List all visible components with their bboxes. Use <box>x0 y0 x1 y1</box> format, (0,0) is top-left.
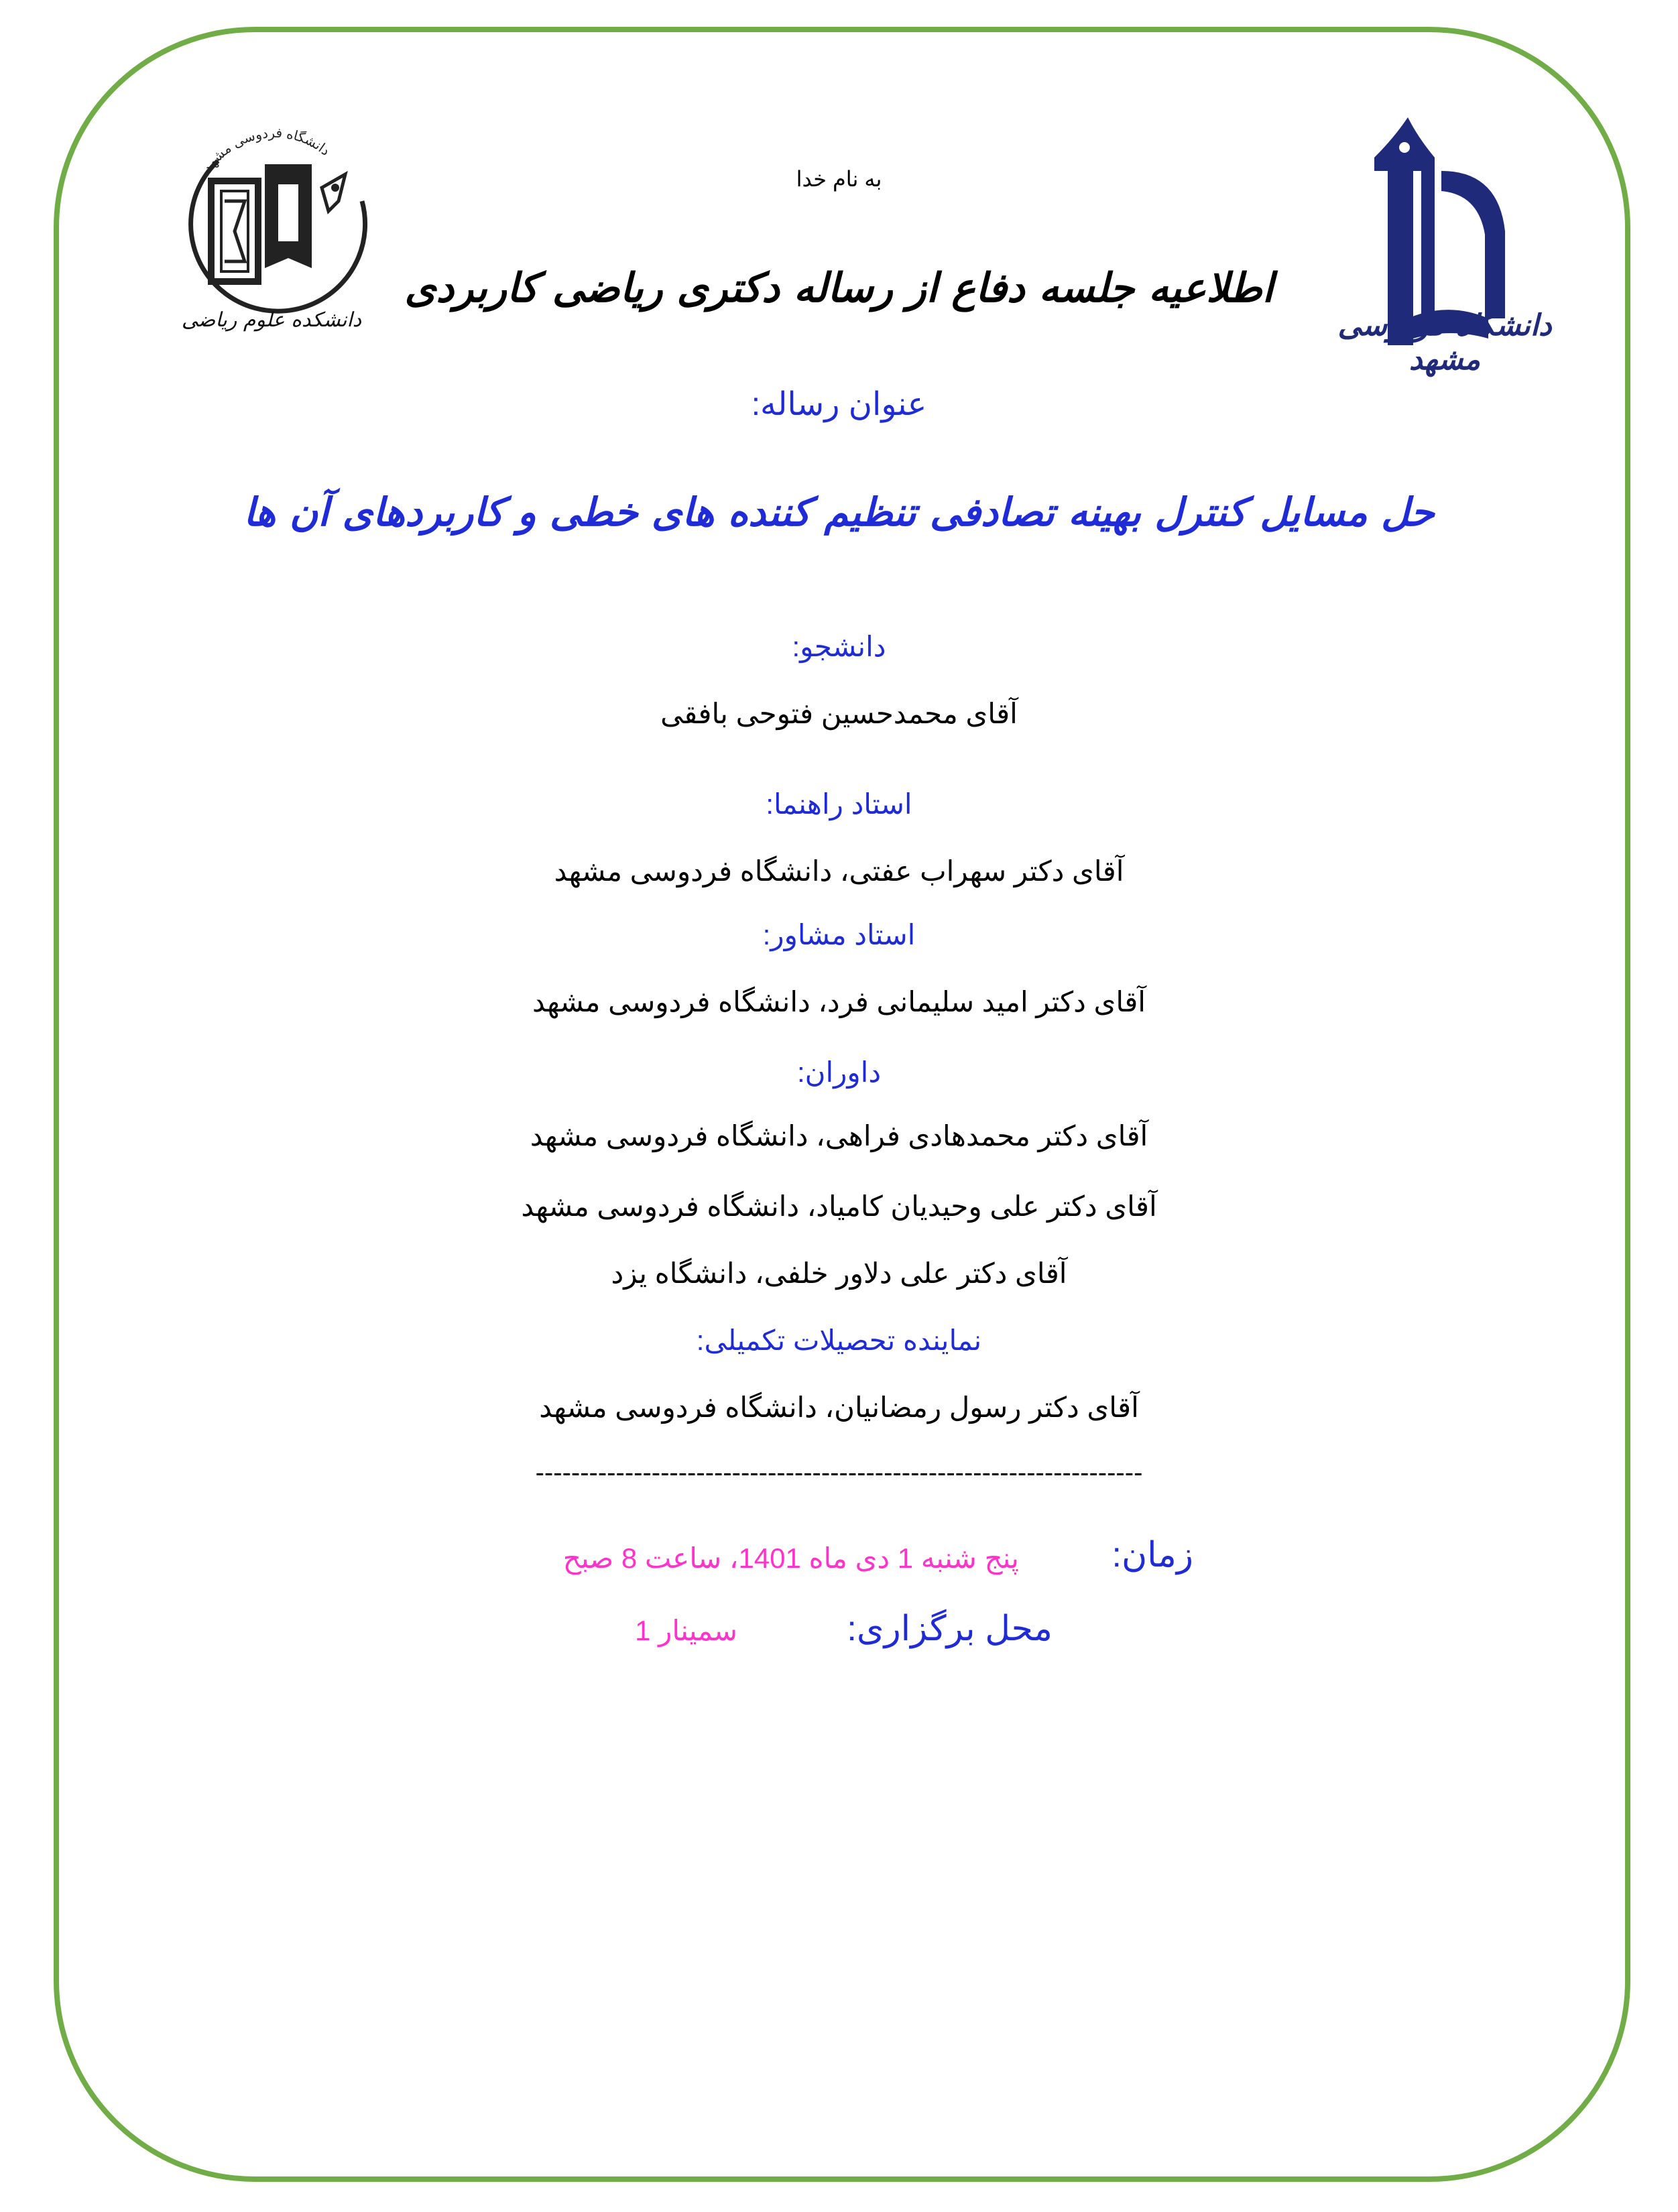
time-value: پنج شنبه 1 دی ماه 1401، ساعت 8 صبح <box>562 1542 1019 1574</box>
supervisor-name: آقای دکتر سهراب عفتی، دانشگاه فردوسی مشهد <box>554 855 1124 887</box>
thesis-title-label: عنوان رساله: <box>751 387 927 422</box>
student-name: آقای محمدحسین فتوحی بافقی <box>660 698 1018 729</box>
referee-name: آقای دکتر محمدهادی فراهی، دانشگاه فردوسی مشهد <box>530 1120 1148 1152</box>
student-label: دانشجو: <box>792 631 886 662</box>
advisor-label: استاد مشاور: <box>762 919 916 950</box>
advisor-name: آقای دکتر امید سلیمانی فرد، دانشگاه فردوسی مشهد <box>532 986 1146 1018</box>
basmala-text: به نام خدا <box>796 167 882 191</box>
university-logo <box>1334 97 1555 377</box>
referees-label: داوران: <box>796 1056 882 1088</box>
graduate-rep-name: آقای دکتر رسول رمضانیان، دانشگاه فردوسی مشهد <box>539 1392 1139 1423</box>
time-label: زمان: <box>1112 1536 1193 1575</box>
faculty-logo <box>171 101 372 369</box>
faculty-logo-arc-text: دانشگاه فردوسی مشهد <box>200 125 333 176</box>
referee-name: آقای دکتر علی وحیدیان کامیاد، دانشگاه فردوسی مشهد <box>521 1190 1157 1222</box>
supervisor-label: استاد راهنما: <box>766 788 912 820</box>
thesis-title: حل مسایل کنترل بهینه تصادفی تنظیم کننده های خطی و کاربردهای آن ها <box>243 489 1435 535</box>
separator-line: -------------------------------------------------------------------- <box>535 1458 1143 1487</box>
graduate-rep-label: نماینده تحصیلات تکمیلی: <box>696 1325 982 1356</box>
referee-name: آقای دکتر علی دلاور خلفی، دانشگاه یزد <box>611 1257 1067 1289</box>
place-value: سمینار 1 <box>635 1615 737 1646</box>
faculty-logo-caption: دانشکده علوم ریاضی <box>181 308 362 332</box>
announcement-title: اطلاعیه جلسه دفاع از رساله دکتری ریاضی کاربردی <box>404 265 1274 312</box>
place-label: محل برگزاری: <box>847 1609 1053 1648</box>
university-logo-caption: دانشگاه فردوسی مشهد <box>1337 308 1552 377</box>
